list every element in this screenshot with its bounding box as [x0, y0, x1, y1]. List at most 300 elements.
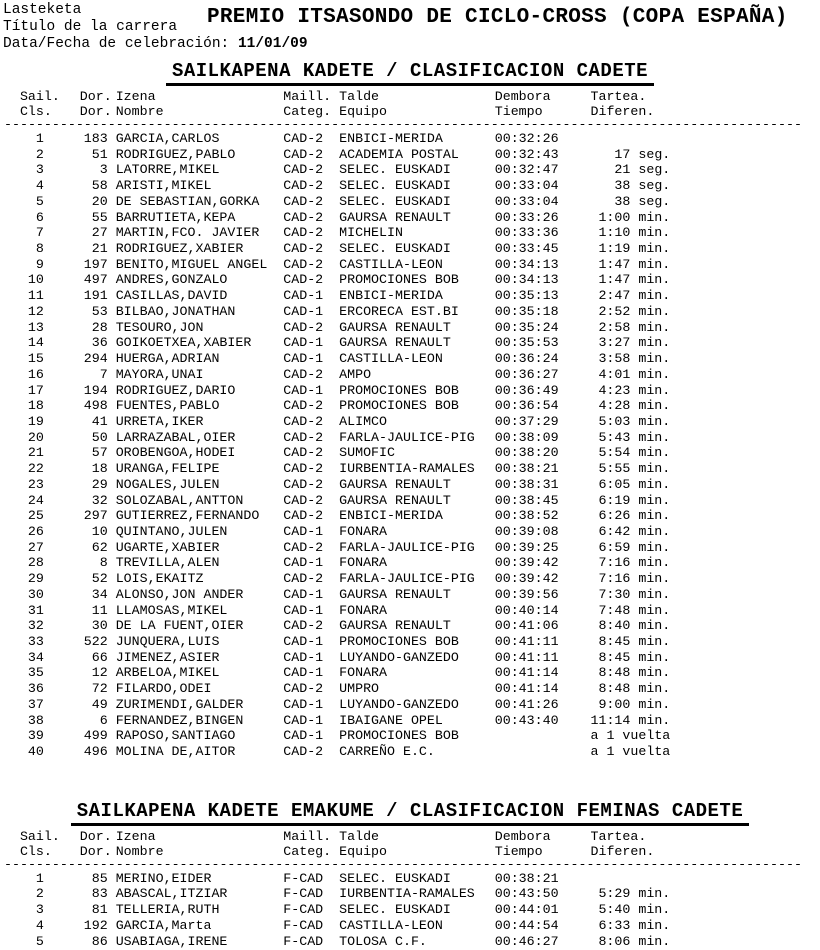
- cell-dorsal: 36: [91, 335, 108, 351]
- cell-team: GAURSA RENAULT: [339, 476, 451, 492]
- column-header-time: Tiempo: [494, 843, 543, 859]
- cell-dorsal: 21: [91, 241, 108, 257]
- cell-category: CAD-2: [283, 146, 324, 162]
- cell-gap: 7:48 min.: [598, 602, 671, 618]
- table-row: [4, 902, 820, 918]
- cell-category: CAD-2: [283, 193, 324, 209]
- table-row: [4, 603, 820, 619]
- cell-position: 38: [27, 712, 44, 728]
- cell-rider-name: SOLOZABAL,ANTTON: [115, 492, 244, 508]
- cell-gap: 8:40 min.: [598, 618, 671, 634]
- cell-gap: 5:03 min.: [598, 413, 671, 429]
- section-title-row: [0, 60, 820, 86]
- cell-team: LUYANDO-GANZEDO: [339, 696, 459, 712]
- table-row: [4, 524, 820, 540]
- cell-dorsal: 183: [83, 131, 108, 146]
- cell-dorsal: 58: [91, 178, 108, 194]
- table-head: [4, 829, 820, 871]
- cell-dorsal: 8: [99, 555, 108, 571]
- cell-team: PROMOCIONES BOB: [339, 398, 459, 414]
- cell-rider-name: GOIKOETXEA,XABIER: [115, 335, 252, 351]
- cell-category: CAD-2: [283, 476, 324, 492]
- cell-gap: a 1 vuelta: [590, 728, 671, 744]
- cell-rider-name: LLAMOSAS,MIKEL: [115, 602, 228, 618]
- column-header-team: Equipo: [339, 104, 388, 119]
- table-row: [4, 383, 820, 399]
- cell-rider-name: BENITO,MIGUEL ANGEL: [115, 256, 268, 272]
- table-row: [4, 162, 820, 178]
- cell-gap: 11:14 min.: [590, 712, 671, 728]
- cell-category: CAD-2: [283, 744, 324, 760]
- cell-team: ENBICI-MERIDA: [339, 508, 443, 524]
- cell-time: 00:38:21: [494, 870, 559, 886]
- cell-gap: 1:47 min.: [598, 256, 671, 272]
- cell-rider-name: MAYORA,UNAI: [115, 366, 204, 382]
- column-header-time: Dembora: [494, 89, 551, 104]
- cell-position: 8: [35, 241, 44, 257]
- cell-category: CAD-1: [283, 382, 324, 398]
- cell-time: 00:38:52: [494, 508, 559, 524]
- cell-category: F-CAD: [283, 870, 324, 886]
- cell-category: CAD-1: [283, 712, 324, 728]
- cell-rider-name: URANGA,FELIPE: [115, 461, 220, 477]
- race-title-label-basque: Lasteketa: [3, 2, 82, 18]
- cell-category: CAD-2: [283, 571, 324, 587]
- cell-category: CAD-2: [283, 618, 324, 634]
- cell-position: 34: [27, 649, 44, 665]
- cell-gap: 6:05 min.: [598, 476, 671, 492]
- cell-dorsal: 497: [83, 272, 108, 288]
- cell-team: SUMOFIC: [339, 445, 395, 461]
- cell-time: 00:40:14: [494, 602, 559, 618]
- cell-dorsal: 18: [91, 461, 108, 477]
- cell-category: CAD-2: [283, 272, 324, 288]
- cell-dorsal: 191: [83, 288, 108, 304]
- cell-time: 00:33:04: [494, 178, 559, 194]
- cell-team: ACADEMIA POSTAL: [339, 146, 459, 162]
- cell-dorsal: 194: [83, 382, 108, 398]
- cell-dorsal: 81: [91, 902, 108, 918]
- table-row: [4, 194, 820, 210]
- cell-dorsal: 7: [99, 366, 108, 382]
- column-header-dorsal: Dor.: [79, 104, 112, 119]
- cell-team: ALIMCO: [339, 413, 388, 429]
- cell-time: 00:39:08: [494, 523, 559, 539]
- cell-rider-name: FERNANDEZ,BINGEN: [115, 712, 244, 728]
- cell-position: 14: [27, 335, 44, 351]
- separator-line: ----------------------------------------------------------------------------------------------------: [4, 119, 802, 131]
- column-header-row-spanish: [4, 104, 820, 119]
- cell-time: 00:32:26: [494, 131, 559, 146]
- cell-time: 00:34:13: [494, 272, 559, 288]
- column-header-row-spanish: [4, 844, 820, 859]
- table-row: [4, 508, 820, 524]
- column-header-dorsal: Dor.: [79, 843, 112, 859]
- table-row: [4, 713, 820, 729]
- cell-category: CAD-2: [283, 256, 324, 272]
- cell-time: 00:38:31: [494, 476, 559, 492]
- cell-rider-name: GARCIA,Marta: [115, 917, 212, 933]
- cell-dorsal: 72: [91, 681, 108, 697]
- column-header-category: Categ.: [283, 104, 332, 119]
- cell-category: CAD-2: [283, 492, 324, 508]
- separator-line: ----------------------------------------------------------------------------------------------------: [4, 858, 802, 871]
- table-head: [4, 89, 820, 131]
- cell-position: 2: [35, 886, 44, 902]
- cell-team: SELEC. EUSKADI: [339, 902, 451, 918]
- table-row: [4, 131, 820, 147]
- document-header: [0, 0, 820, 55]
- cell-team: SELEC. EUSKADI: [339, 178, 451, 194]
- cell-gap: a 1 vuelta: [590, 744, 671, 760]
- column-header-dorsal: Dor.: [79, 828, 112, 844]
- cell-gap: 6:42 min.: [598, 523, 671, 539]
- cell-rider-name: NOGALES,JULEN: [115, 476, 220, 492]
- section-title: SAILKAPENA KADETE / CLASIFICACION CADETE: [166, 60, 654, 86]
- cell-dorsal: 32: [91, 492, 108, 508]
- cell-gap: 1:19 min.: [598, 241, 671, 257]
- cell-position: 22: [27, 461, 44, 477]
- cell-time: 00:32:43: [494, 146, 559, 162]
- cell-category: CAD-2: [283, 209, 324, 225]
- cell-category: CAD-1: [283, 634, 324, 649]
- column-header-name: Nombre: [115, 104, 164, 119]
- cell-position: 20: [27, 429, 44, 445]
- cell-rider-name: LOIS,EKAITZ: [115, 571, 204, 587]
- table-row: [4, 571, 820, 587]
- cell-rider-name: JIMENEZ,ASIER: [115, 649, 220, 665]
- cell-category: CAD-1: [283, 649, 324, 665]
- cell-gap: 5:29 min.: [598, 886, 671, 902]
- cell-time: 00:39:56: [494, 586, 559, 602]
- date-line: [3, 36, 308, 53]
- cell-team: UMPRO: [339, 681, 380, 697]
- cell-position: 24: [27, 492, 44, 508]
- cell-position: 33: [27, 634, 44, 649]
- cell-gap: 2:47 min.: [598, 288, 671, 304]
- cell-time: 00:41:14: [494, 681, 559, 697]
- cell-dorsal: 197: [83, 256, 108, 272]
- cell-category: F-CAD: [283, 917, 324, 933]
- cell-dorsal: 27: [91, 225, 108, 241]
- cell-category: CAD-1: [283, 303, 324, 319]
- cell-rider-name: RAPOSO,SANTIAGO: [115, 728, 236, 744]
- table-row: [4, 414, 820, 430]
- cell-category: CAD-1: [283, 728, 324, 744]
- cell-team: GAURSA RENAULT: [339, 319, 451, 335]
- cell-time: 00:33:26: [494, 209, 559, 225]
- cell-position: 5: [35, 193, 44, 209]
- cell-team: FARLA-JAULICE-PIG: [339, 429, 475, 445]
- cell-rider-name: GUTIERREZ,FERNANDO: [115, 508, 260, 524]
- cell-rider-name: ANDRES,GONZALO: [115, 272, 228, 288]
- cell-dorsal: 57: [91, 445, 108, 461]
- cell-rider-name: FILARDO,ODEI: [115, 681, 212, 697]
- cell-gap: 6:33 min.: [598, 917, 671, 933]
- cell-dorsal: 83: [91, 886, 108, 902]
- cell-position: 36: [27, 681, 44, 697]
- cell-position: 6: [35, 209, 44, 225]
- cell-rider-name: ARBELOA,MIKEL: [115, 665, 220, 681]
- section-kadete-emakume: [0, 800, 820, 950]
- table-row: [4, 241, 820, 257]
- cell-team: ERCORECA EST.BI: [339, 303, 459, 319]
- cell-team: FONARA: [339, 555, 388, 571]
- cell-time: 00:39:42: [494, 555, 559, 571]
- table-row: [4, 430, 820, 446]
- cell-time: 00:33:36: [494, 225, 559, 241]
- cell-category: CAD-1: [283, 665, 324, 681]
- cell-category: CAD-2: [283, 539, 324, 555]
- cell-position: 13: [27, 319, 44, 335]
- cell-gap: 8:06 min.: [598, 933, 671, 949]
- cell-rider-name: USABIAGA,IRENE: [115, 933, 228, 949]
- cell-rider-name: QUINTANO,JULEN: [115, 523, 228, 539]
- column-header-category: Maill.: [283, 828, 332, 844]
- cell-position: 11: [27, 288, 44, 304]
- cell-rider-name: UGARTE,XABIER: [115, 539, 220, 555]
- table-row: [4, 918, 820, 934]
- table-row: [4, 272, 820, 288]
- column-header-category: Maill.: [283, 89, 332, 104]
- cell-category: CAD-2: [283, 366, 324, 382]
- column-header-position: Sail.: [19, 89, 60, 104]
- cell-rider-name: ABASCAL,ITZIAR: [115, 886, 228, 902]
- cell-rider-name: TREVILLA,ALEN: [115, 555, 220, 571]
- column-header-position: Sail.: [19, 828, 60, 844]
- cell-position: 3: [35, 162, 44, 178]
- cell-rider-name: MERINO,EIDER: [115, 870, 212, 886]
- cell-gap: 8:45 min.: [598, 634, 671, 649]
- cell-dorsal: 11: [91, 602, 108, 618]
- table-row: [4, 257, 820, 273]
- cell-team: GAURSA RENAULT: [339, 618, 451, 634]
- column-header-time: Dembora: [494, 828, 551, 844]
- cell-category: CAD-1: [283, 288, 324, 304]
- cell-position: 7: [35, 225, 44, 241]
- cell-dorsal: 85: [91, 870, 108, 886]
- cell-team: ENBICI-MERIDA: [339, 288, 443, 304]
- cell-position: 28: [27, 555, 44, 571]
- table-row: [4, 934, 820, 950]
- cell-dorsal: 10: [91, 523, 108, 539]
- cell-rider-name: RODRIGUEZ,XABIER: [115, 241, 244, 257]
- column-header-position: Cls.: [19, 843, 52, 859]
- cell-position: 17: [27, 382, 44, 398]
- cell-category: CAD-2: [283, 225, 324, 241]
- column-header-team: Talde: [339, 828, 380, 844]
- cell-position: 29: [27, 571, 44, 587]
- cell-gap: 3:27 min.: [598, 335, 671, 351]
- cell-team: CARREÑO E.C.: [339, 744, 435, 760]
- table-body: [4, 871, 820, 950]
- cell-position: 21: [27, 445, 44, 461]
- table-row: [4, 681, 820, 697]
- cell-rider-name: CASILLAS,DAVID: [115, 288, 228, 304]
- cell-gap: 3:58 min.: [598, 351, 671, 367]
- cell-team: FARLA-JAULICE-PIG: [339, 539, 475, 555]
- cell-team: AMPO: [339, 366, 372, 382]
- cell-time: 00:44:01: [494, 902, 559, 918]
- cell-team: FONARA: [339, 602, 388, 618]
- table-row: [4, 886, 820, 902]
- cell-team: PROMOCIONES BOB: [339, 272, 459, 288]
- cell-team: CASTILLA-LEON: [339, 917, 443, 933]
- cell-gap: 6:26 min.: [598, 508, 671, 524]
- cell-dorsal: 50: [91, 429, 108, 445]
- table-row: [4, 587, 820, 603]
- results-table: [0, 89, 820, 760]
- cell-dorsal: 29: [91, 476, 108, 492]
- cell-dorsal: 41: [91, 413, 108, 429]
- cell-position: 2: [35, 146, 44, 162]
- table-row: [4, 461, 820, 477]
- cell-category: CAD-2: [283, 178, 324, 194]
- cell-gap: 5:55 min.: [598, 461, 671, 477]
- table-row: [4, 618, 820, 634]
- cell-team: CASTILLA-LEON: [339, 351, 443, 367]
- column-header-name: Izena: [115, 89, 156, 104]
- cell-gap: 7:30 min.: [598, 586, 671, 602]
- cell-team: IBAIGANE OPEL: [339, 712, 443, 728]
- cell-rider-name: BILBAO,JONATHAN: [115, 303, 236, 319]
- cell-rider-name: MOLINA DE,AITOR: [115, 744, 236, 760]
- cell-position: 9: [35, 256, 44, 272]
- table-row: [4, 351, 820, 367]
- cell-position: 10: [27, 272, 44, 288]
- cell-position: 37: [27, 696, 44, 712]
- table-row: [4, 665, 820, 681]
- cell-gap: 21 seg.: [614, 162, 671, 178]
- date-label: Data/Fecha de celebración:: [3, 36, 230, 52]
- cell-dorsal: 55: [91, 209, 108, 225]
- cell-time: 00:36:54: [494, 398, 559, 414]
- cell-gap: 1:00 min.: [598, 209, 671, 225]
- cell-position: 1: [35, 131, 44, 146]
- table-row: [4, 288, 820, 304]
- table-row: [4, 445, 820, 461]
- cell-rider-name: MARTIN,FCO. JAVIER: [115, 225, 260, 241]
- column-header-name: Izena: [115, 828, 156, 844]
- cell-position: 12: [27, 303, 44, 319]
- cell-category: CAD-2: [283, 319, 324, 335]
- cell-category: F-CAD: [283, 933, 324, 949]
- cell-rider-name: TELLERIA,RUTH: [115, 902, 220, 918]
- cell-category: CAD-2: [283, 461, 324, 477]
- table-row: [4, 477, 820, 493]
- cell-gap: 8:48 min.: [598, 665, 671, 681]
- cell-team: ENBICI-MERIDA: [339, 131, 443, 146]
- cell-rider-name: URRETA,IKER: [115, 413, 204, 429]
- cell-time: 00:39:42: [494, 571, 559, 587]
- cell-rider-name: LARRAZABAL,OIER: [115, 429, 236, 445]
- cell-dorsal: 51: [91, 146, 108, 162]
- race-title-label-spanish: Título de la carrera: [3, 19, 178, 35]
- cell-position: 19: [27, 413, 44, 429]
- column-header-row-basque: [4, 829, 820, 844]
- cell-gap: 1:47 min.: [598, 272, 671, 288]
- table-row: [4, 697, 820, 713]
- cell-gap: 5:40 min.: [598, 902, 671, 918]
- cell-gap: 8:48 min.: [598, 681, 671, 697]
- cell-category: CAD-2: [283, 681, 324, 697]
- cell-team: PROMOCIONES BOB: [339, 382, 459, 398]
- cell-dorsal: 12: [91, 665, 108, 681]
- table-row: [4, 304, 820, 320]
- cell-rider-name: TESOURO,JON: [115, 319, 204, 335]
- table-row: [4, 540, 820, 556]
- column-header-gap: Tartea.: [590, 89, 647, 104]
- cell-rider-name: DE SEBASTIAN,GORKA: [115, 193, 260, 209]
- cell-gap: 9:00 min.: [598, 696, 671, 712]
- cell-time: 00:33:04: [494, 193, 559, 209]
- cell-time: 00:38:45: [494, 492, 559, 508]
- table-row: [4, 398, 820, 414]
- cell-position: 26: [27, 523, 44, 539]
- cell-time: 00:41:11: [494, 634, 559, 649]
- cell-team: FONARA: [339, 523, 388, 539]
- cell-category: CAD-1: [283, 335, 324, 351]
- cell-team: CASTILLA-LEON: [339, 256, 443, 272]
- column-header-dorsal: Dor.: [79, 89, 112, 104]
- cell-time: 00:35:18: [494, 303, 559, 319]
- cell-gap: 5:43 min.: [598, 429, 671, 445]
- cell-team: PROMOCIONES BOB: [339, 728, 459, 744]
- cell-rider-name: ALONSO,JON ANDER: [115, 586, 244, 602]
- cell-category: CAD-1: [283, 523, 324, 539]
- column-header-gap: Diferen.: [590, 843, 655, 859]
- cell-position: 4: [35, 178, 44, 194]
- cell-time: 00:41:14: [494, 665, 559, 681]
- cell-gap: 4:23 min.: [598, 382, 671, 398]
- cell-rider-name: ZURIMENDI,GALDER: [115, 696, 244, 712]
- cell-gap: 5:54 min.: [598, 445, 671, 461]
- cell-team: FARLA-JAULICE-PIG: [339, 571, 475, 587]
- cell-category: CAD-2: [283, 241, 324, 257]
- cell-position: 3: [35, 902, 44, 918]
- table-row: [4, 367, 820, 383]
- cell-team: IURBENTIA-RAMALES: [339, 886, 475, 902]
- column-header-name: Nombre: [115, 843, 164, 859]
- cell-time: 00:41:06: [494, 618, 559, 634]
- cell-team: GAURSA RENAULT: [339, 209, 451, 225]
- cell-time: 00:33:45: [494, 241, 559, 257]
- cell-dorsal: 192: [83, 917, 108, 933]
- cell-dorsal: 52: [91, 571, 108, 587]
- table-row: [4, 210, 820, 226]
- cell-gap: 6:59 min.: [598, 539, 671, 555]
- cell-position: 23: [27, 476, 44, 492]
- cell-gap: 6:19 min.: [598, 492, 671, 508]
- table-row: [4, 634, 820, 650]
- cell-position: 31: [27, 602, 44, 618]
- table-row: [4, 728, 820, 744]
- table-row: [4, 147, 820, 163]
- cell-position: 1: [35, 870, 44, 886]
- cell-time: 00:41:11: [494, 649, 559, 665]
- cell-time: 00:36:49: [494, 382, 559, 398]
- cell-time: 00:35:53: [494, 335, 559, 351]
- column-header-gap: Diferen.: [590, 104, 655, 119]
- cell-rider-name: FUENTES,PABLO: [115, 398, 220, 414]
- cell-dorsal: 30: [91, 618, 108, 634]
- cell-time: 00:41:26: [494, 696, 559, 712]
- cell-gap: 38 seg.: [614, 178, 671, 194]
- table-row: [4, 650, 820, 666]
- cell-time: 00:39:25: [494, 539, 559, 555]
- cell-time: 00:38:20: [494, 445, 559, 461]
- table-row: [4, 178, 820, 194]
